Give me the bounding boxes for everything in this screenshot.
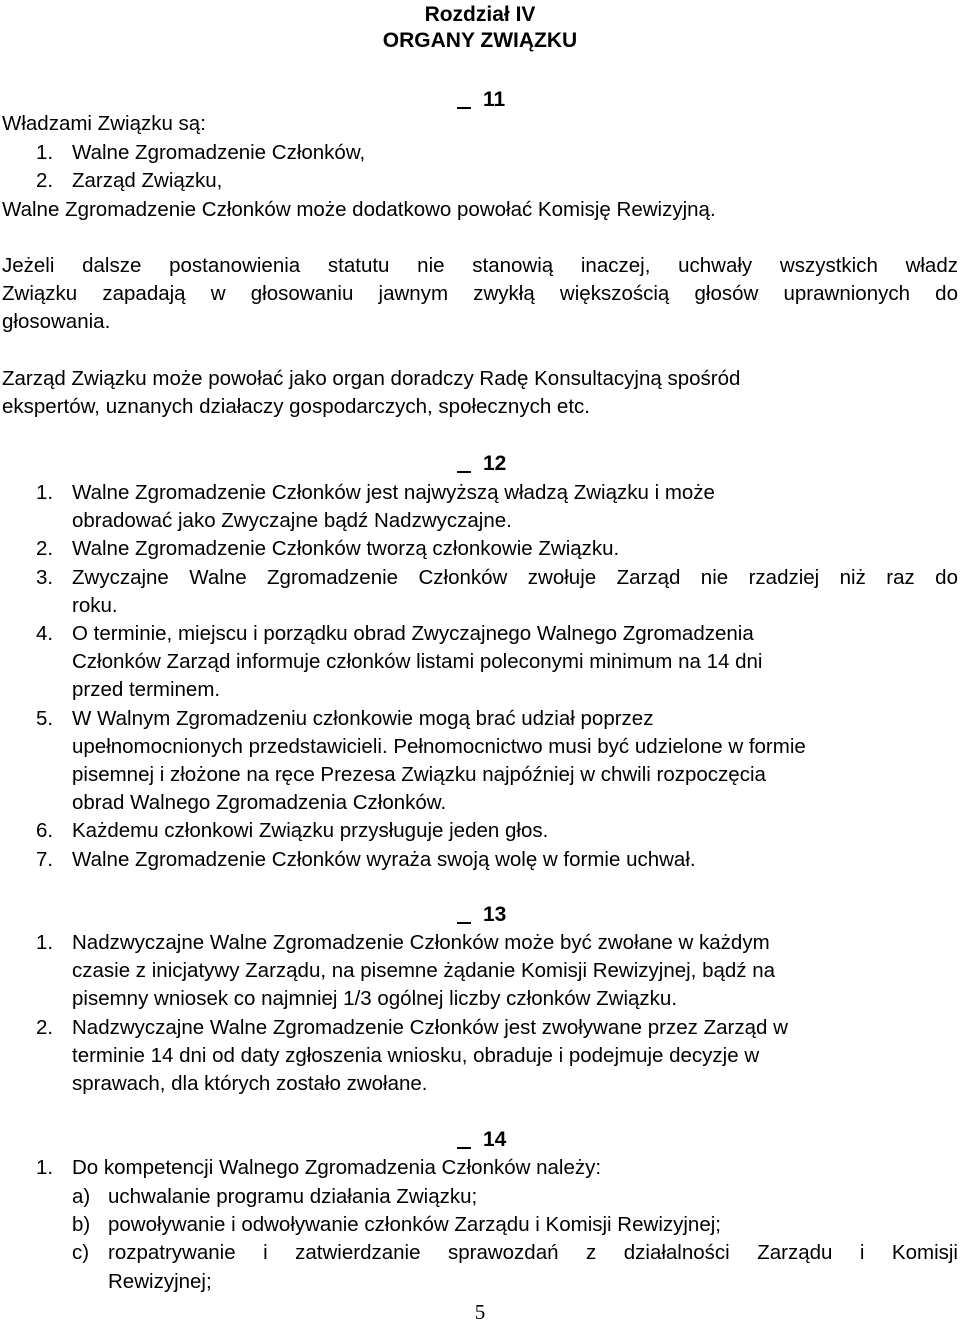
list-item: 6. Każdemu członkowi Związku przysługuje jeden głos.	[36, 819, 549, 843]
section-14-sublist	[0, 1183, 958, 1296]
list-item: 2. Nadzwyczajne Walne Zgromadzenie Członków jest zwoływane przez Zarząd w terminie 14 dni od daty zgłoszenia wniosku, obraduje i podejmuje decyzje w sprawach, dla których zostało zwołane.	[36, 1015, 788, 1096]
section-11-note-block	[2, 196, 958, 224]
section-11-intro-block	[2, 110, 958, 138]
section-14-number: 14	[483, 1128, 507, 1151]
section-11-note: Walne Zgromadzenie Członków może dodatkowo powołać Komisję Rewizyjną.	[2, 198, 716, 221]
section-14-heading	[457, 1126, 506, 1154]
list-item: b) powoływanie i odwoływanie członków Zarządu i Komisji Rewizyjnej;	[72, 1213, 721, 1237]
section-14-list	[0, 1154, 958, 1182]
section-11-paragraph-1: Jeżeli dalsze postanowienia statutu nie stanowią inaczej, uchwały wszystkich władz Związku zapadają w głosowaniu jawnym zwykłą większością głosów uprawnionych do głosowania.	[2, 254, 958, 334]
section-12-heading	[457, 450, 506, 478]
page-number: 5	[474, 1300, 486, 1324]
section-11-list	[0, 139, 958, 195]
section-sign-icon	[457, 89, 471, 109]
section-11-intro: Władzami Związku są:	[2, 112, 206, 135]
list-item: 5. W Walnym Zgromadzeniu członkowie mogą brać udział poprzez upełnomocnionych przedstawicieli. Pełnomocnictwo musi być udzielone w formie pisemnej i złożone na ręce Prezesa Związku najpóźniej w chwili rozpoczęcia obrad Walnego Zgromadzenia Członków.	[36, 706, 806, 815]
list-item: 3. Zwyczajne Walne Zgromadzenie Członków zwołuje Zarząd nie rzadziej niż raz do roku.	[36, 565, 958, 617]
section-12-number: 12	[483, 452, 507, 475]
list-item: 2. Zarząd Związku,	[36, 169, 223, 193]
section-12-list	[0, 479, 958, 874]
section-11-number: 11	[483, 88, 506, 111]
section-13-heading	[457, 901, 506, 929]
list-item: 7. Walne Zgromadzenie Członków wyraża swoją wolę w formie uchwał.	[36, 847, 696, 871]
section-11-paragraph-2: Zarząd Związku może powołać jako organ doradczy Radę Konsultacyjną spośród ekspertów, uznanych działaczy gospodarczych, społecznych etc.	[2, 367, 741, 419]
section-sign-icon	[457, 453, 471, 473]
list-item: 1. Nadzwyczajne Walne Zgromadzenie Członków może być zwołane w każdym czasie z inicjatywy Zarządu, na pisemne żądanie Komisji Rewizyjnej, bądź na pisemny wniosek co najmniej 1/3 ogólnej liczby członków Związku.	[36, 931, 776, 1011]
list-item: a) uchwalanie programu działania Związku;	[72, 1185, 478, 1208]
list-item: c) rozpatrywanie i zatwierdzanie sprawozdań z działalności Zarządu i Komisji Rewizyjnej;	[72, 1241, 958, 1293]
list-item: 4. O terminie, miejscu i porządku obrad Zwyczajnego Walnego Zgromadzenia Członków Zarząd informuje członków listami poleconymi minimum na 14 dni przed terminem.	[36, 622, 763, 702]
list-item: 1. Walne Zgromadzenie Członków jest najwyższą władzą Związku i może obradować jako Zwyczajne bądź Nadzwyczajne.	[36, 481, 715, 533]
list-item: 1. Walne Zgromadzenie Członków,	[36, 141, 366, 164]
section-sign-icon	[457, 1129, 471, 1149]
section-13-number: 13	[483, 903, 507, 926]
section-sign-icon	[457, 904, 471, 924]
chapter-number: Rozdział IV	[424, 3, 536, 26]
list-item: 2. Walne Zgromadzenie Członków tworzą członkowie Związku.	[36, 537, 620, 561]
section-13-list	[0, 929, 958, 1098]
chapter-title: ORGANY ZWIĄZKU	[382, 29, 578, 52]
list-item: 1. Do kompetencji Walnego Zgromadzenia Członków należy:	[36, 1156, 602, 1179]
